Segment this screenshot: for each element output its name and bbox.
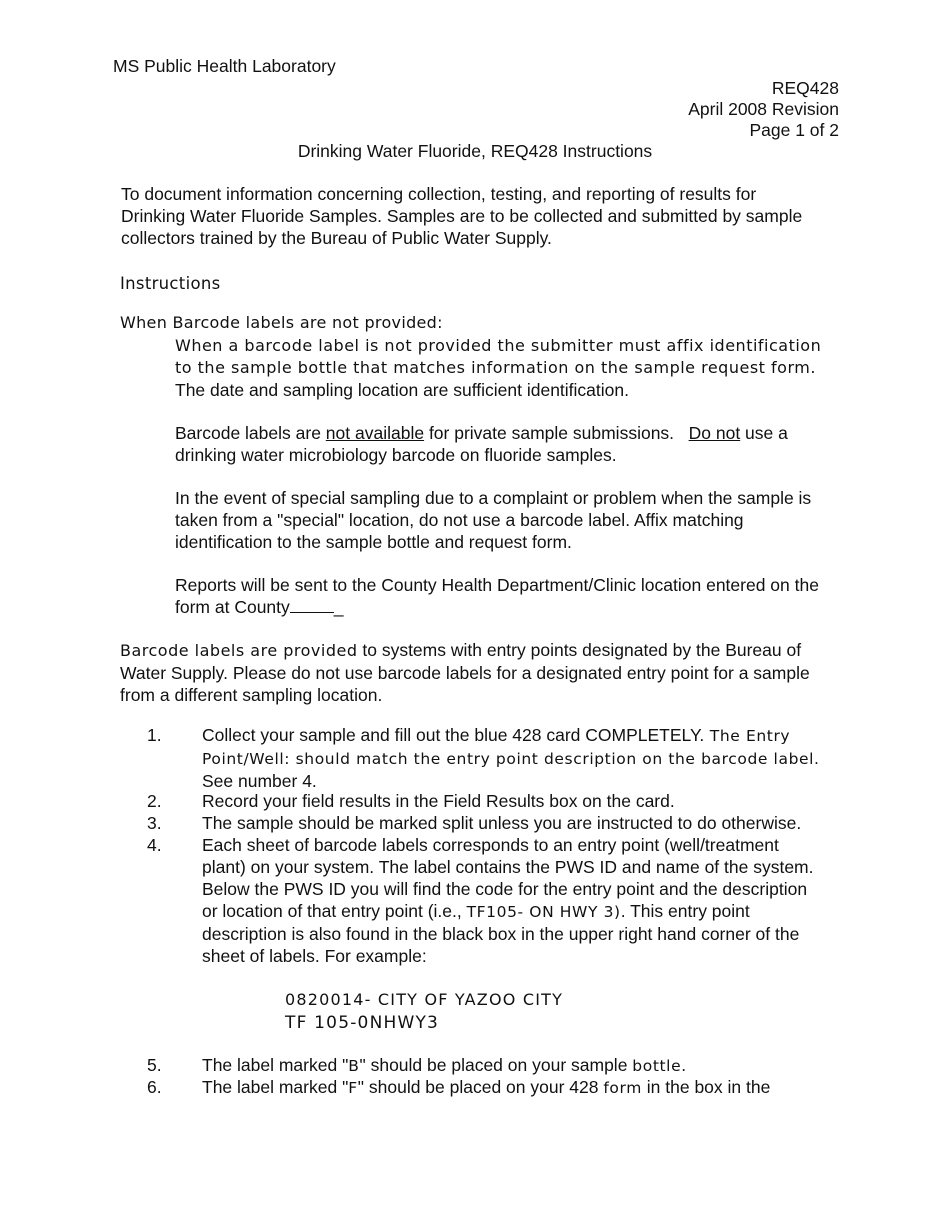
step-text: Record your field results in the Field Results box on the card.: [202, 791, 675, 811]
example-line-1: 0820014- CITY OF YAZOO CITY: [285, 990, 564, 1009]
step6-form: form: [603, 1079, 642, 1097]
step-number: 2.: [147, 791, 162, 811]
step-text: The sample should be marked split unless you are instructed to do otherwise.: [202, 813, 802, 833]
step-number: 5.: [147, 1055, 162, 1075]
not-provided-p2-line2: drinking water microbiology barcode on fluoride samples.: [175, 445, 617, 465]
not-provided-p4-line1: Reports will be sent to the County Health Department/Clinic location entered on the: [175, 575, 819, 595]
step6-text-c: " should be placed on your 428: [357, 1077, 604, 1097]
instructions-heading: Instructions: [120, 274, 221, 293]
step-text: [202, 1054, 827, 1077]
step5-text-c: " should be placed on your sample: [359, 1055, 633, 1075]
step-number: 4.: [147, 835, 162, 855]
not-provided-p1-line2: to the sample bottle that matches information on the sample request form.: [175, 358, 816, 377]
provided-paragraph: [120, 639, 820, 706]
step5-bottle: bottle: [632, 1057, 682, 1075]
provided-lead: Barcode labels are provided: [120, 641, 358, 660]
not-provided-p3: In the event of special sampling due to a complaint or problem when the sample is taken from a "special" location, do not use a barcode label. Affix matching identification to the sample bottle and request form.: [175, 488, 812, 552]
step5-label-b: B: [348, 1057, 360, 1075]
step-text: [202, 724, 827, 792]
p2-do-not: Do not: [688, 423, 741, 443]
step6-label-f: F: [348, 1079, 358, 1097]
provided-text-b: Water Supply. Please do not use barcode labels for a designated entry point for a sample from a different sampling location.: [120, 663, 810, 705]
p2-text-b: for private sample submissions.: [424, 423, 689, 443]
p4-underscore: _: [333, 597, 344, 617]
step1-text-a: Collect your sample and fill out the blue 428 card COMPLETELY.: [202, 725, 705, 745]
step1-text-d: See number 4.: [202, 771, 317, 791]
p2-text-c: use a: [740, 423, 788, 443]
p2-not-available: not available: [325, 423, 425, 443]
not-provided-p4-line2: [175, 596, 825, 618]
not-provided-p2-line1: [175, 422, 825, 444]
form-code: REQ428: [771, 78, 839, 98]
step4-code: TF105- ON HWY 3): [466, 903, 621, 921]
step1-text-b: The Entry: [704, 727, 791, 745]
step-number: 1.: [147, 725, 162, 745]
page-number: Page 1 of 2: [749, 120, 839, 140]
lab-name: MS Public Health Laboratory: [113, 56, 336, 76]
intro-paragraph: To document information concerning collection, testing, and reporting of results for Drinking Water Fluoride Samples. Samples are to be collected and submitted by sample collectors trained by the Bureau of Public Water Supply.: [121, 184, 803, 248]
not-provided-p1-line3: The date and sampling location are sufficient identification.: [175, 380, 629, 400]
step5-text-e: .: [681, 1055, 687, 1075]
step4-text-c: . This entry point description is also found in the black box in the upper right hand corner of the sheet of labels. For example:: [202, 901, 800, 966]
p4-form-at-county: form at County: [175, 597, 290, 617]
page-title: Drinking Water Fluoride, REQ428 Instructions: [297, 141, 653, 161]
step6-text-e: in the box in the: [641, 1077, 771, 1097]
provided-text-a: to systems with entry points designated by the Bureau of: [357, 640, 802, 660]
not-provided-p1-line1: When a barcode label is not provided the submitter must affix identification: [175, 336, 822, 355]
p2-text-a: Barcode labels are: [175, 423, 326, 443]
step1-text-c: Point/Well: should match the entry point description on the barcode label.: [202, 750, 820, 768]
step-text: [202, 1076, 827, 1099]
step4-text-a: Each sheet of barcode labels corresponds to an entry point (well/treatment plant) on your system. The label contains the PWS ID and name of the system. Below the PWS ID you will find the code for the entry point and the description or location of that entry point (i.e.,: [202, 835, 814, 921]
revision: April 2008 Revision: [688, 99, 839, 119]
step5-text-a: The label marked ": [202, 1055, 349, 1075]
step-text: [202, 834, 827, 967]
example-line-2: TF 105-0NHWY3: [285, 1013, 440, 1033]
county-blank-line: [290, 596, 334, 613]
not-provided-heading: When Barcode labels are not provided:: [120, 313, 443, 332]
step-number: 3.: [147, 813, 162, 833]
step-number: 6.: [147, 1077, 162, 1097]
step6-text-a: The label marked ": [202, 1077, 349, 1097]
